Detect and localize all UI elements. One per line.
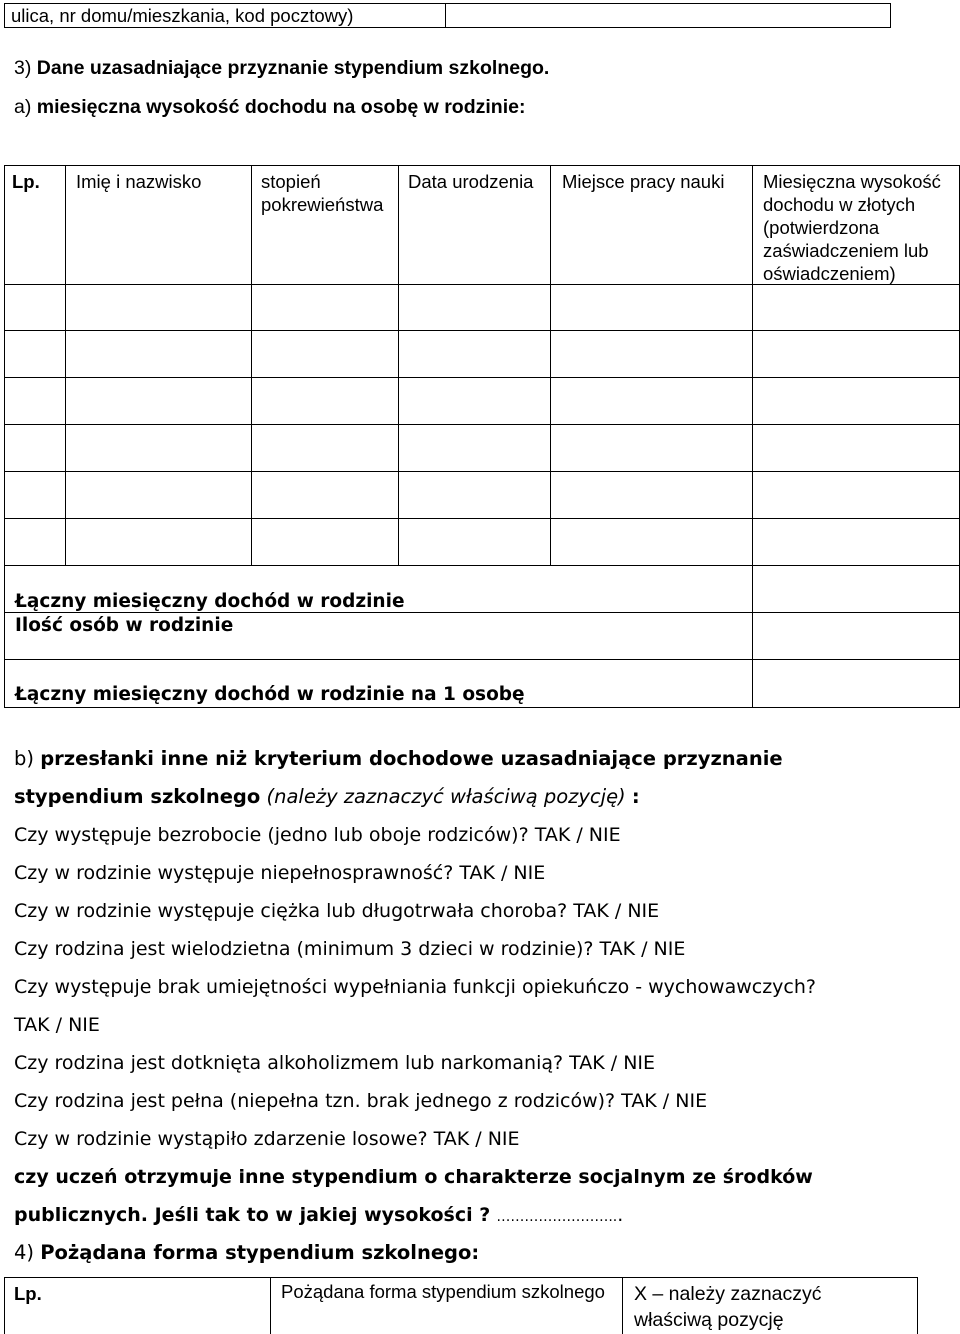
persons-field[interactable] [753,613,959,659]
form-header-lp: Lp. [14,1283,42,1304]
form-header-mark-line2: właściwą pozycję [634,1309,784,1331]
per-person-field[interactable] [753,660,959,707]
total-income-label: Łączny miesięczny dochód w rodzinie [15,591,405,612]
persons-label: Ilość osób w rodzinie [15,615,234,636]
header-relation-line1: stopień [261,171,321,192]
section3-heading [14,56,549,80]
table-row[interactable] [5,472,959,518]
section4-heading [14,1241,479,1265]
section-b-heading-line2 [14,785,640,809]
question-addiction[interactable]: Czy rodzina jest dotknięta alkoholizmem lub narkomanią? TAK / NIE [14,1052,656,1074]
table-row[interactable] [5,425,959,471]
address-input-cell[interactable] [446,4,890,27]
table-row[interactable] [5,331,959,377]
per-person-label: Łączny miesięczny dochód w rodzinie na 1 osobę [15,684,525,705]
header-income-line3: (potwierdzona [763,217,880,238]
header-name: Imię i nazwisko [76,171,202,192]
question-disability[interactable]: Czy w rodzinie występuje niepełnosprawność? TAK / NIE [14,862,546,884]
section3-number: 3) [14,57,32,79]
other-scholarship-line2: publicznych. Jeśli tak to w jakiej wysokości ? [14,1204,491,1226]
header-income [763,170,941,285]
other-scholarship-dots[interactable]: …………………….. [496,1209,618,1225]
header-birth: Data urodzenia [408,171,534,192]
header-income-line2: dochodu w złotych [763,194,916,215]
form-header-mark-line1: X – należy zaznaczyć [634,1283,822,1305]
table-row[interactable] [5,519,959,565]
section-b-title-line1: przesłanki inne niż kryterium dochodowe uzasadniające przyznanie [40,747,783,770]
question-parenting[interactable]: Czy występuje brak umiejętności wypełniania funkcji opiekuńczo - wychowawczych? [14,976,816,998]
header-work: Miejsce pracy nauki [562,171,725,192]
header-income-line1: Miesięczna wysokość [763,171,941,192]
section-b-heading [14,747,783,771]
section3-title: Dane uzasadniające przyznanie stypendium szkolnego. [36,57,550,79]
question-random-event[interactable]: Czy w rodzinie wystąpiło zdarzenie losowe? TAK / NIE [14,1128,520,1150]
section3a-title: miesięczna wysokość dochodu na osobę w rodzinie: [36,96,526,118]
address-label: ulica, nr domu/mieszkania, kod pocztowy) [11,5,354,26]
section4-number: 4) [14,1241,35,1264]
section3a-heading [14,95,525,119]
header-income-line5: oświadczeniem) [763,263,896,284]
header-income-line4: zaświadczeniem lub [763,240,929,261]
header-lp: Lp. [12,171,40,192]
question-full-family[interactable]: Czy rodzina jest pełna (niepełna tzn. brak jednego z rodziców)? TAK / NIE [14,1090,708,1112]
other-scholarship-line2-wrap: publicznych. Jeśli tak to w jakiej wysokości ? ……………………... [14,1204,624,1226]
section4-title: Pożądana forma stypendium szkolnego: [40,1241,480,1264]
section3a-letter: a) [14,96,32,118]
table-row[interactable] [5,378,959,424]
form-header-form: Pożądana forma stypendium szkolnego [281,1281,605,1302]
section-b-title-note: (należy zaznaczyć właściwą pozycję) [266,785,626,808]
section-b-title-line2: stypendium szkolnego [14,785,261,808]
total-income-field[interactable] [753,566,959,612]
form-header-mark [634,1281,822,1333]
question-illness[interactable]: Czy w rodzinie występuje ciężka lub długotrwała choroba? TAK / NIE [14,900,660,922]
other-scholarship-line1: czy uczeń otrzymuje inne stypendium o charakterze socjalnym ze środków [14,1166,813,1188]
table-row[interactable] [5,285,959,330]
question-large-family[interactable]: Czy rodzina jest wielodzietna (minimum 3 dzieci w rodzinie)? TAK / NIE [14,938,686,960]
section-b-letter: b) [14,747,34,770]
question-parenting-answer[interactable]: TAK / NIE [14,1014,100,1036]
header-relation [261,170,383,216]
header-relation-line2: pokrewieństwa [261,194,384,215]
section-b-title-colon: : [631,785,640,808]
question-unemployment[interactable]: Czy występuje bezrobocie (jedno lub oboje rodziców)? TAK / NIE [14,824,621,846]
